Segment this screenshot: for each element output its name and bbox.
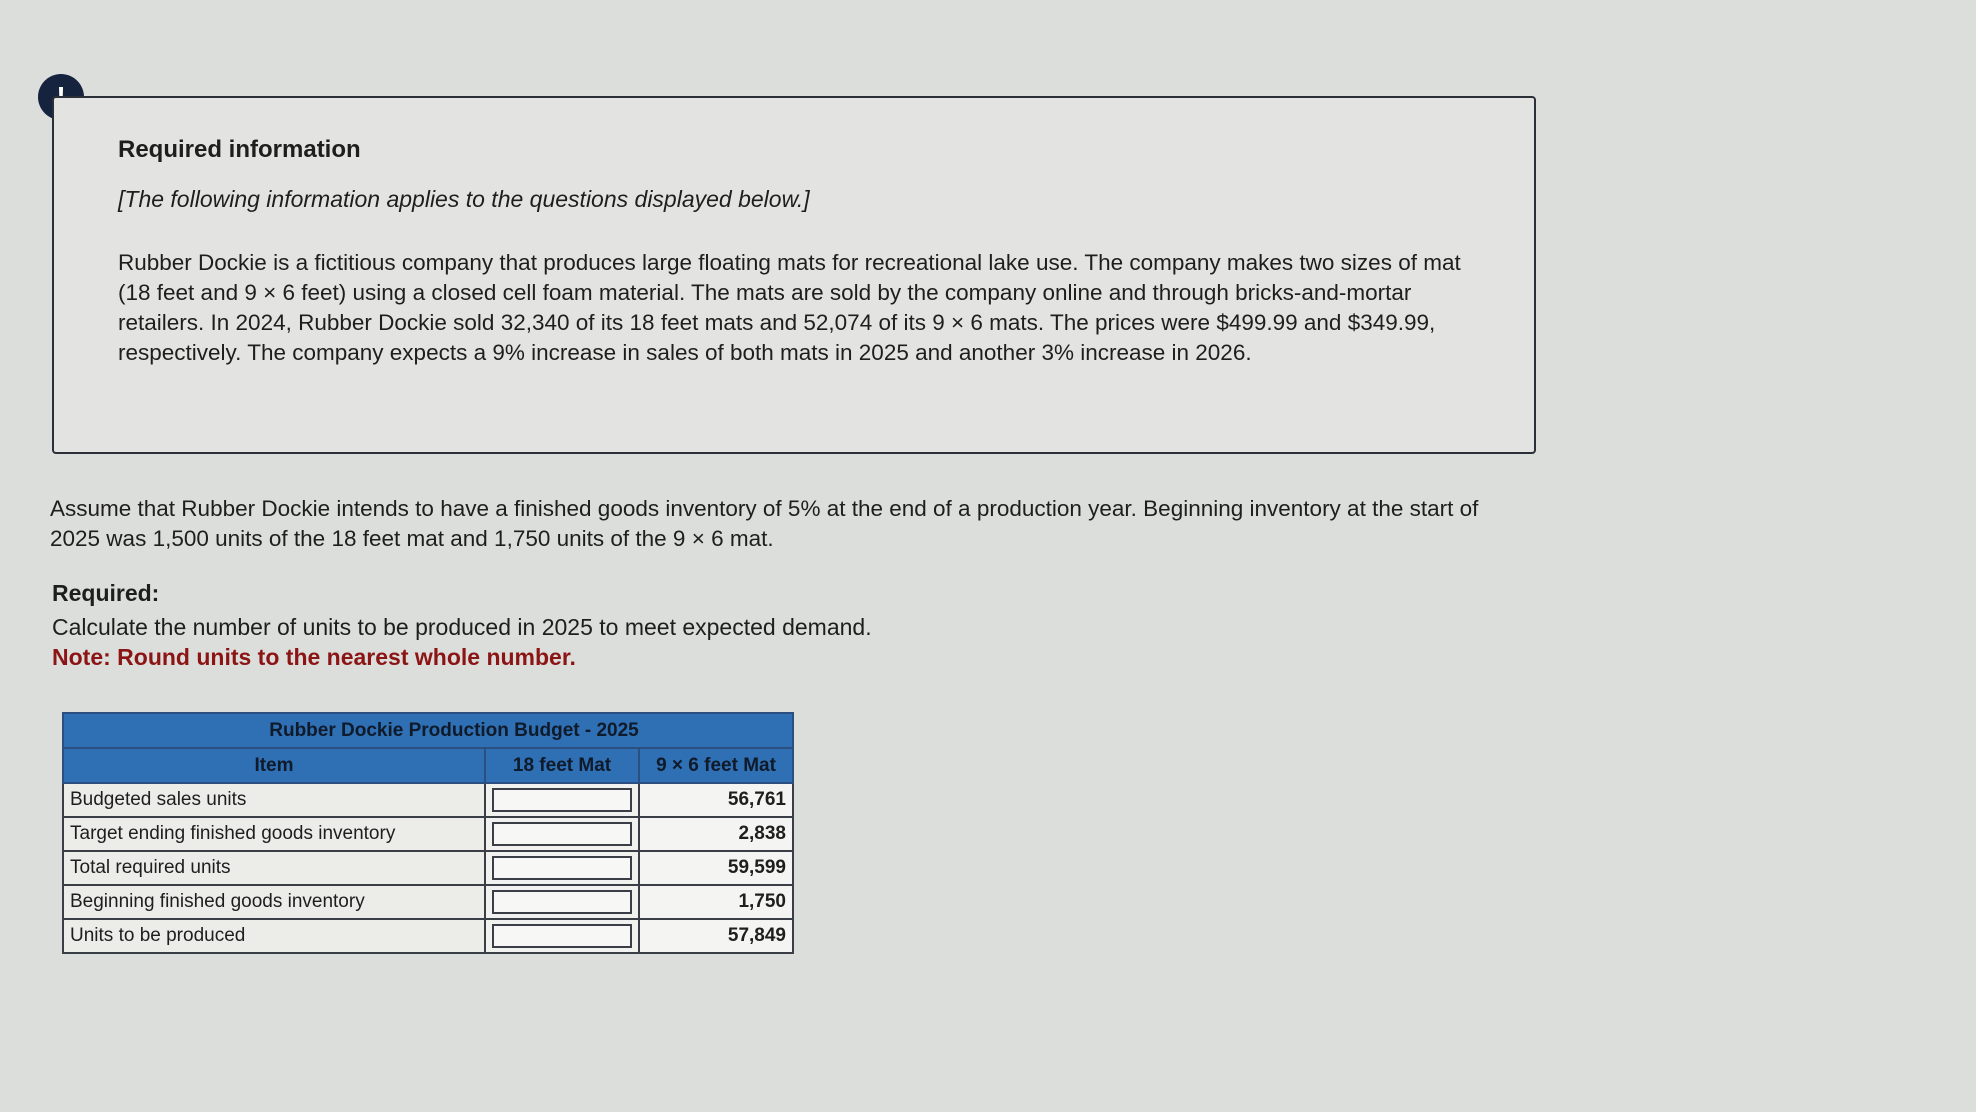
input-18ft-target-ending-inventory[interactable] — [492, 822, 632, 846]
table-row — [63, 783, 793, 817]
table-row — [63, 851, 793, 885]
cell-18ft-target-ending-inventory[interactable] — [485, 817, 639, 851]
cell-9x6-units-produced[interactable]: 57,849 — [639, 919, 793, 953]
required-label: Required: — [52, 580, 160, 606]
header-18-feet-mat: 18 feet Mat — [485, 748, 639, 783]
rounding-note: Note: Round units to the nearest whole number. — [52, 644, 576, 670]
row-label-target-ending-inventory: Target ending finished goods inventory — [63, 817, 485, 851]
assumption-paragraph: Assume that Rubber Dockie intends to have a finished goods inventory of 5% at the end of a production year. Beginning inventory at the start of 2025 was 1,500 units of the 18 feet mat and 1,750 units of the 9 × 6 mat. — [50, 496, 1479, 551]
cell-9x6-beginning-inventory[interactable]: 1,750 — [639, 885, 793, 919]
input-18ft-total-required[interactable] — [492, 856, 632, 880]
input-18ft-beginning-inventory[interactable] — [492, 890, 632, 914]
table-row — [63, 885, 793, 919]
cell-18ft-total-required[interactable] — [485, 851, 639, 885]
cell-18ft-beginning-inventory[interactable] — [485, 885, 639, 919]
row-label-units-produced: Units to be produced — [63, 919, 485, 953]
required-instruction: Calculate the number of units to be produced in 2025 to meet expected demand. — [52, 614, 872, 640]
row-label-budgeted-sales: Budgeted sales units — [63, 783, 485, 817]
info-note: [The following information applies to the questions displayed below.] — [118, 186, 810, 212]
header-item: Item — [63, 748, 485, 783]
cell-9x6-total-required[interactable]: 59,599 — [639, 851, 793, 885]
row-label-total-required: Total required units — [63, 851, 485, 885]
production-budget-table — [62, 712, 794, 954]
cell-18ft-units-produced[interactable] — [485, 919, 639, 953]
input-18ft-units-produced[interactable] — [492, 924, 632, 948]
cell-18ft-budgeted-sales[interactable] — [485, 783, 639, 817]
info-paragraph: Rubber Dockie is a fictitious company that produces large floating mats for recreational lake use. The company makes two sizes of mat (18 feet and 9 × 6 feet) using a closed cell foam material. The mats are sold by the company online and through bricks-and-mortar retailers. In 2024, Rubber Dockie sold 32,340 of its 18 feet mats and 52,074 of its 9 × 6 mats. The prices were $499.99 and $349.99, respectively. The company expects a 9% increase in sales of both mats in 2025 and another 3% increase in 2026. — [118, 250, 1461, 365]
table-row — [63, 919, 793, 953]
cell-9x6-budgeted-sales[interactable]: 56,761 — [639, 783, 793, 817]
input-18ft-budgeted-sales[interactable] — [492, 788, 632, 812]
header-9x6-feet-mat: 9 × 6 feet Mat — [639, 748, 793, 783]
table-row — [63, 817, 793, 851]
table-caption: Rubber Dockie Production Budget - 2025 — [63, 713, 793, 748]
info-title: Required information — [118, 136, 361, 163]
row-label-beginning-inventory: Beginning finished goods inventory — [63, 885, 485, 919]
cell-9x6-target-ending-inventory[interactable]: 2,838 — [639, 817, 793, 851]
